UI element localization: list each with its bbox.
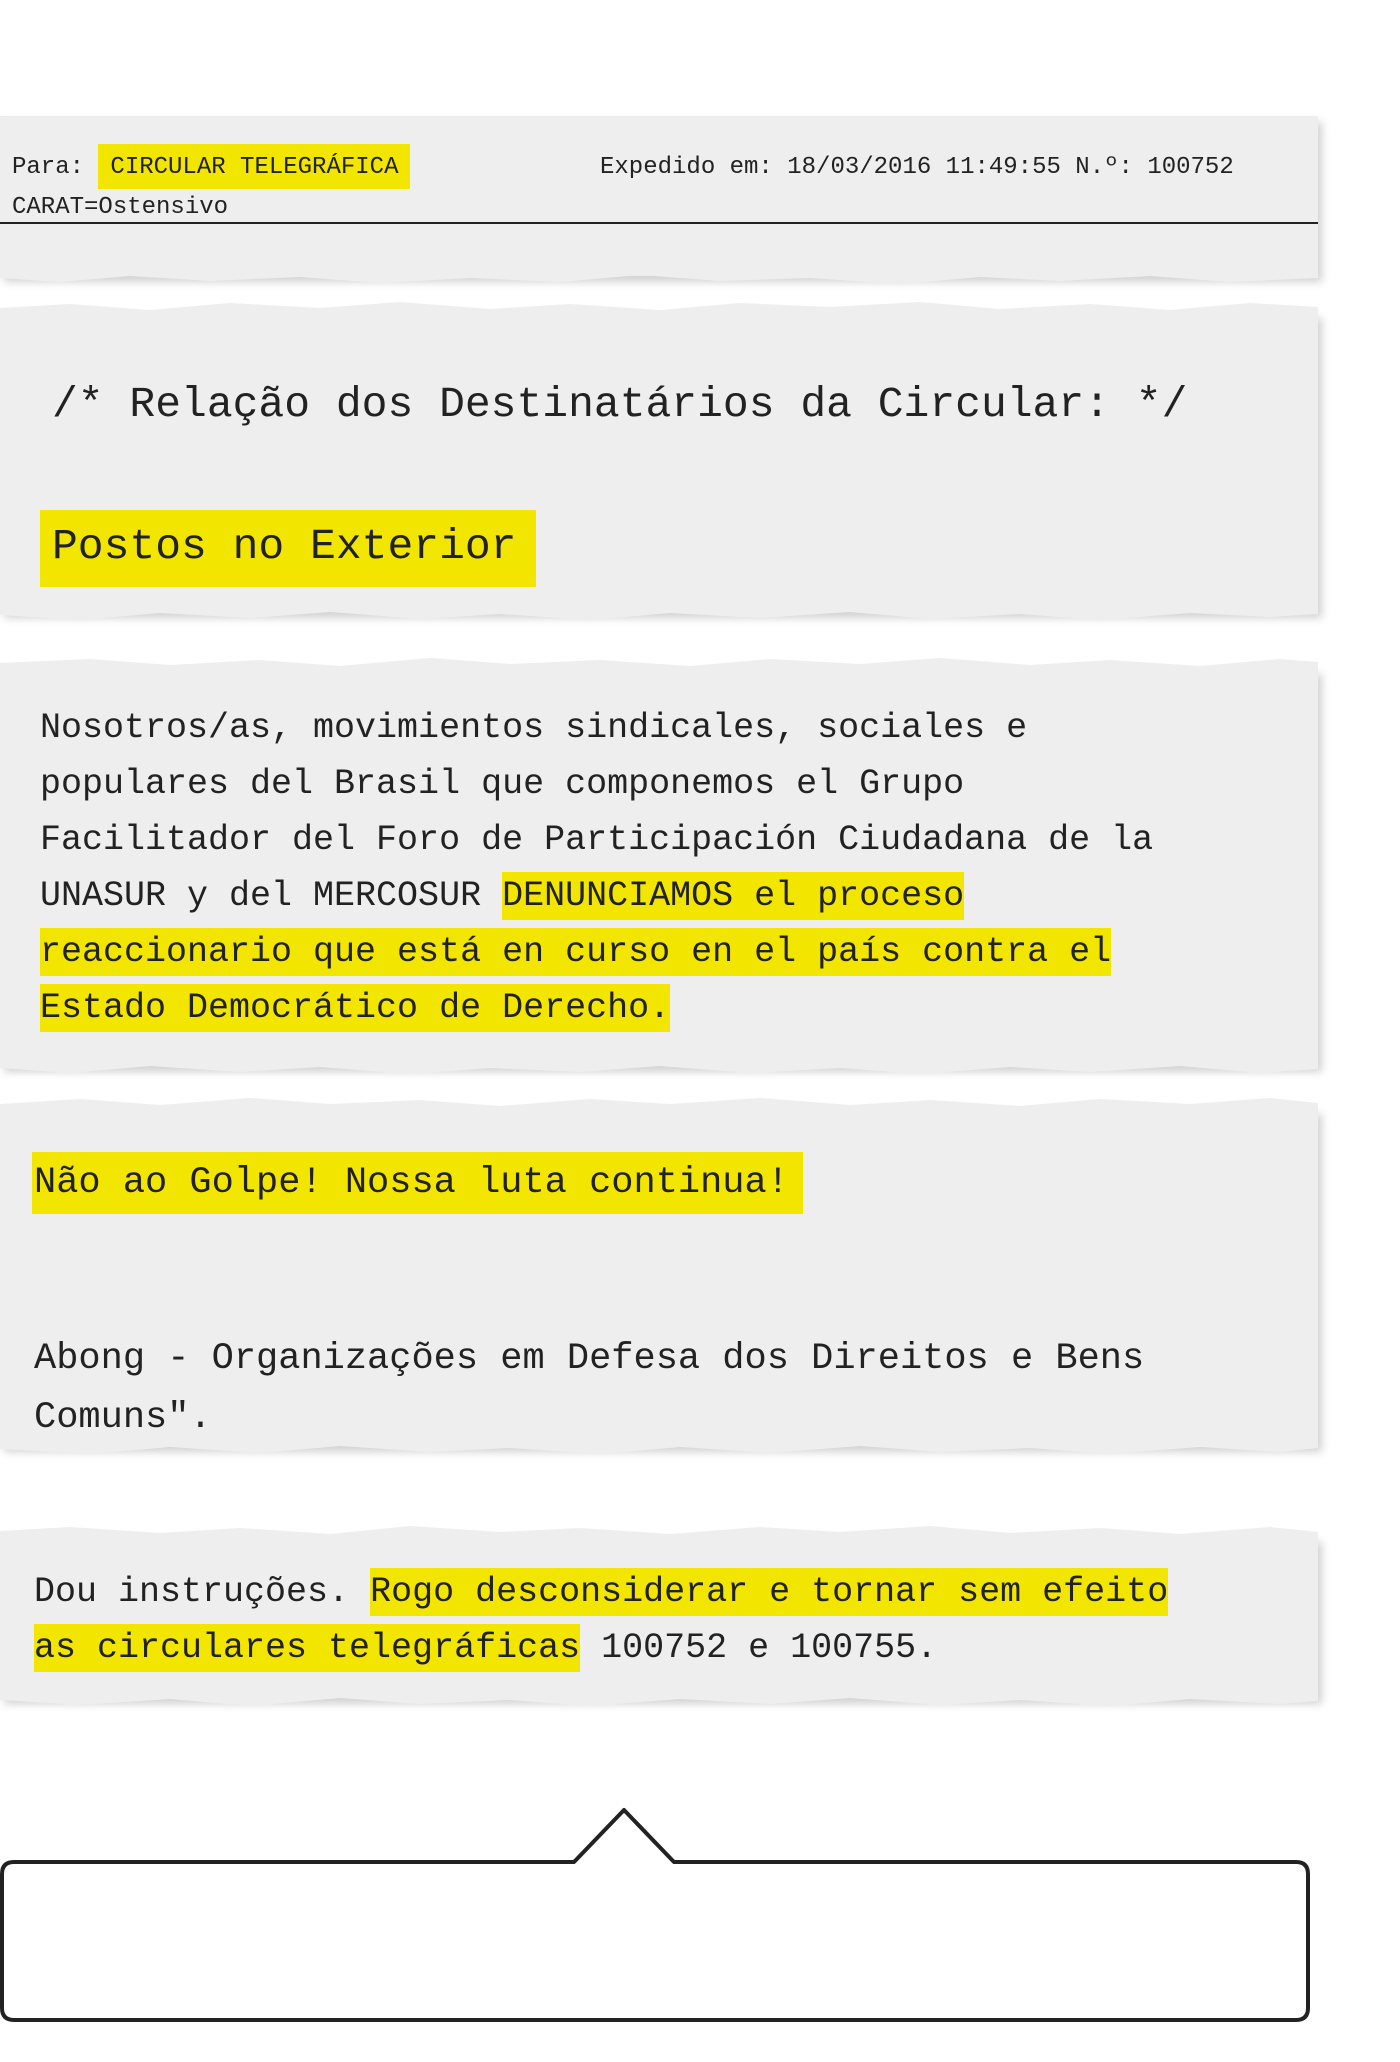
- number-label: N.º:: [1075, 154, 1133, 181]
- sent-label: Expedido em:: [600, 154, 773, 181]
- sent-datetime: 18/03/2016 11:49:55: [787, 154, 1061, 181]
- torn-edge: [0, 298, 1318, 316]
- torn-edge: [0, 1094, 1318, 1112]
- signature: Abong - Organizações em Defesa dos Direitos e Bens Comuns".: [34, 1338, 1145, 1439]
- torn-edge: [0, 654, 1318, 672]
- torn-edge: [0, 1062, 1318, 1080]
- slogan: Não ao Golpe! Nossa luta continua!: [32, 1152, 803, 1214]
- header-scrap: [0, 116, 1318, 276]
- body-highlight-2: reaccionario que está en curso en el país contra el: [40, 928, 1111, 976]
- closing-scrap: [0, 1108, 1318, 1446]
- body-paragraph: [40, 700, 1310, 1036]
- number-value: 100752: [1147, 154, 1234, 181]
- classification: CARAT=Ostensivo: [12, 194, 229, 221]
- to-label: Para:: [12, 154, 85, 181]
- to-field: [12, 154, 410, 181]
- instructions-scrap: [0, 1536, 1318, 1698]
- body-highlight-1: DENUNCIAMOS el proceso: [502, 872, 964, 920]
- recipients-scrap: [0, 312, 1318, 612]
- instructions-paragraph: [34, 1564, 1314, 1676]
- torn-edge: [0, 1522, 1318, 1540]
- body-highlight-3: Estado Democrático de Derecho.: [40, 984, 670, 1032]
- instructions-highlight-2: as circulares telegráficas: [34, 1624, 580, 1672]
- callout-box: [0, 1758, 1320, 2024]
- recipients-heading: /* Relação dos Destinatários da Circular: */: [52, 380, 1188, 429]
- body-scrap: [0, 668, 1318, 1066]
- torn-edge: [0, 272, 1318, 290]
- body-text: Nosotros/as, movimientos sindicales, sociales e populares del Brasil que componemos el Grupo Facilitador del Foro de Participación Ciudadana de la UNASUR y del MERCOSUR: [40, 708, 1154, 916]
- torn-edge: [0, 1694, 1318, 1712]
- torn-edge: [0, 608, 1318, 626]
- recipients-group: Postos no Exterior: [40, 510, 536, 587]
- to-value: CIRCULAR TELEGRÁFICA: [98, 144, 410, 189]
- instructions-text: Dou instruções.: [34, 1572, 371, 1612]
- sent-info: [600, 154, 1234, 181]
- header-rule: [0, 222, 1318, 224]
- instructions-highlight-1: Rogo desconsiderar e tornar sem efeito: [370, 1568, 1168, 1616]
- instructions-text-end: 100752 e 100755.: [580, 1628, 938, 1668]
